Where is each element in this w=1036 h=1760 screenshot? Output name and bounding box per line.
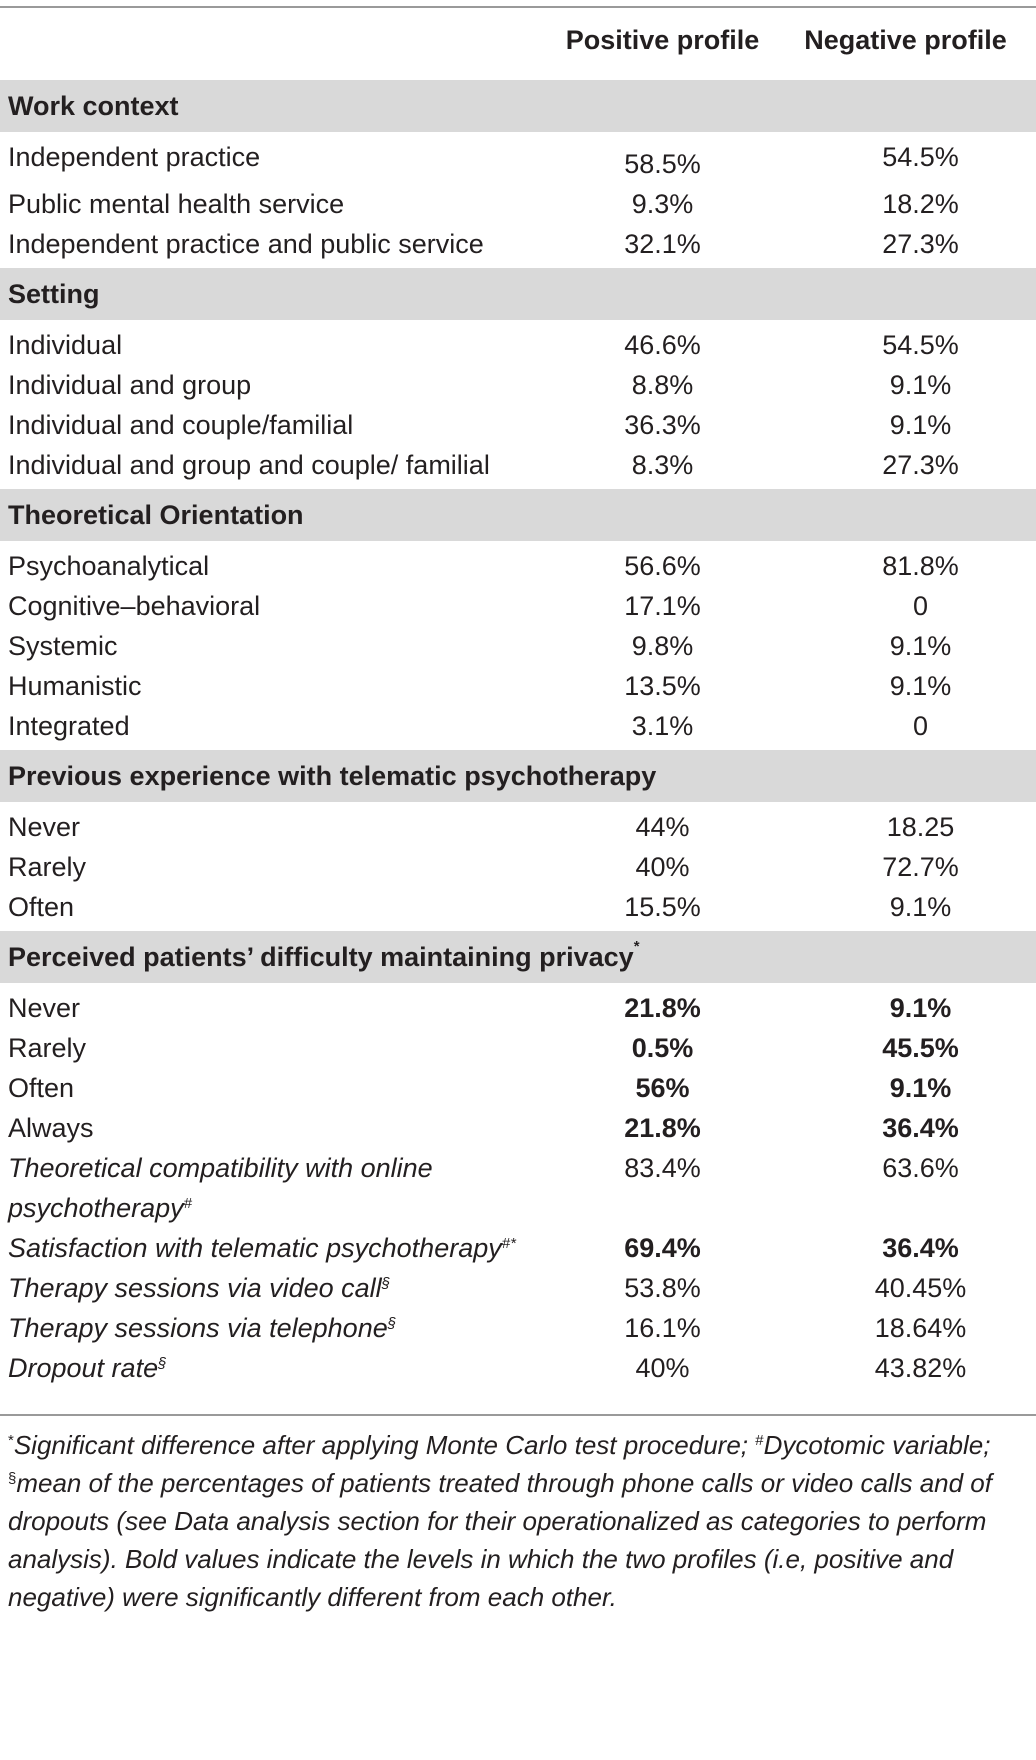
row-label: Often	[8, 1073, 75, 1103]
table-row	[0, 365, 1036, 405]
row-label-text: Therapy sessions via video call	[8, 1273, 382, 1303]
positive-value: 3.1%	[631, 711, 694, 741]
section-header	[0, 931, 1036, 983]
row-label-text: Satisfaction with telematic psychotherapy	[8, 1233, 502, 1263]
section-title: Setting	[0, 268, 1036, 320]
negative-value: 9.1%	[889, 671, 952, 701]
footnote-marker: #*	[501, 1235, 516, 1252]
table-row	[0, 706, 1036, 750]
table-row	[0, 1108, 1036, 1148]
positive-value: 36.3%	[624, 410, 701, 440]
negative-value: 0	[912, 591, 929, 621]
negative-value: 0	[912, 711, 929, 741]
row-label	[0, 1308, 550, 1348]
positive-value: 13.5%	[624, 671, 701, 701]
positive-value: 58.5%	[624, 149, 701, 179]
row-label: Cognitive–behavioral	[8, 591, 261, 621]
header-row	[0, 0, 1036, 80]
negative-value: 27.3%	[882, 450, 959, 480]
negative-value: 9.1%	[889, 892, 952, 922]
negative-value: 9.1%	[889, 370, 952, 400]
table-row	[0, 666, 1036, 706]
row-label: Public mental health service	[8, 189, 345, 219]
negative-value: 27.3%	[882, 229, 959, 259]
table-row	[0, 224, 1036, 268]
table-row	[0, 887, 1036, 931]
positive-value: 83.4%	[624, 1153, 701, 1183]
row-label	[0, 1268, 550, 1308]
negative-value: 18.2%	[882, 189, 959, 219]
row-label-text: Dropout rate	[8, 1353, 159, 1383]
section-header	[0, 80, 1036, 132]
row-label: Individual	[8, 330, 123, 360]
footnote-marker: #	[183, 1195, 192, 1212]
section-header	[0, 489, 1036, 541]
negative-value: 72.7%	[882, 852, 959, 882]
section-header	[0, 268, 1036, 320]
row-label: Individual and group and couple/ familial	[8, 450, 490, 480]
table-row	[0, 1028, 1036, 1068]
table-row	[0, 847, 1036, 887]
positive-value: 8.8%	[631, 370, 694, 400]
section-header	[0, 750, 1036, 802]
footnote-marker: §	[387, 1315, 397, 1332]
positive-value: 53.8%	[624, 1273, 701, 1303]
positive-value: 56.6%	[624, 551, 701, 581]
positive-value: 0.5%	[631, 1033, 694, 1063]
table-row	[0, 184, 1036, 224]
row-label: Always	[8, 1113, 94, 1143]
negative-value: 40.45%	[874, 1273, 967, 1303]
row-label: Rarely	[8, 1033, 87, 1063]
positive-value: 56%	[635, 1073, 690, 1103]
row-label: Humanistic	[8, 671, 142, 701]
positive-value: 46.6%	[624, 330, 701, 360]
table-row	[0, 1068, 1036, 1108]
negative-value: 9.1%	[889, 410, 952, 440]
footnote-text: mean of the percentages of patients treated through phone calls or video calls and of dropouts (see Data analysis section for their operationalized as categories to perform analysis). Bold values indicate the levels in which the two profiles (i.e, positive and negative) were significantly different from each other.	[8, 1468, 992, 1612]
negative-value: 36.4%	[882, 1233, 959, 1263]
negative-value: 81.8%	[882, 551, 959, 581]
top-rule	[0, 6, 1036, 8]
section-title: Work context	[0, 80, 1036, 132]
positive-value: 40%	[635, 852, 690, 882]
negative-value: 54.5%	[882, 142, 959, 172]
negative-value: 18.64%	[874, 1313, 967, 1343]
negative-value: 9.1%	[889, 1073, 952, 1103]
row-label: Independent practice and public service	[8, 229, 484, 259]
row-label: Integrated	[8, 711, 130, 741]
positive-value: 16.1%	[624, 1313, 701, 1343]
positive-value: 69.4%	[624, 1233, 701, 1263]
footnote-marker: §	[381, 1275, 391, 1292]
negative-value: 36.4%	[882, 1113, 959, 1143]
negative-value: 9.1%	[889, 993, 952, 1023]
positive-value: 9.8%	[631, 631, 694, 661]
footnote-marker: *	[8, 1432, 14, 1449]
negative-value: 63.6%	[882, 1153, 959, 1183]
table-row	[0, 445, 1036, 489]
section-title: Previous experience with telematic psychotherapy	[0, 750, 1036, 802]
table-row	[0, 541, 1036, 586]
table-row	[0, 132, 1036, 184]
footnote-text: Significant difference after applying Monte Carlo test procedure;	[13, 1430, 756, 1460]
row-label	[0, 1148, 550, 1228]
footnote-marker: §	[158, 1355, 167, 1372]
header-positive-profile: Positive profile	[565, 24, 760, 55]
table-row	[0, 626, 1036, 666]
row-label: Rarely	[8, 852, 87, 882]
row-label: Independent practice	[8, 142, 261, 172]
positive-value: 44%	[635, 812, 690, 842]
table-row	[0, 1148, 1036, 1228]
row-label	[0, 1348, 550, 1392]
table-row	[0, 320, 1036, 365]
positive-value: 40%	[635, 1353, 690, 1383]
row-label: Individual and couple/familial	[8, 410, 354, 440]
table-row	[0, 1228, 1036, 1268]
table-row	[0, 983, 1036, 1028]
table-footnote	[0, 1416, 1036, 1616]
negative-value: 43.82%	[874, 1353, 967, 1383]
row-label: Systemic	[8, 631, 118, 661]
row-label: Never	[8, 993, 81, 1023]
row-label	[0, 1228, 550, 1268]
positive-value: 21.8%	[624, 1113, 701, 1143]
table-row	[0, 405, 1036, 445]
negative-value: 9.1%	[889, 631, 952, 661]
header-negative-profile: Negative profile	[804, 24, 1007, 55]
section-title	[0, 931, 1036, 983]
table-row	[0, 1308, 1036, 1348]
negative-value: 18.25	[886, 812, 955, 842]
footnote-marker: *	[633, 937, 640, 955]
row-label: Never	[8, 812, 81, 842]
table-row	[0, 802, 1036, 847]
row-label: Individual and group	[8, 370, 252, 400]
section-title-text: Perceived patients’ difficulty maintaining privacy	[8, 941, 634, 972]
table-row	[0, 586, 1036, 626]
negative-value: 45.5%	[882, 1033, 959, 1063]
row-label-text: Theoretical compatibility with online psychotherapy	[8, 1153, 433, 1223]
positive-value: 15.5%	[624, 892, 701, 922]
header-empty	[0, 0, 550, 80]
footnote-marker: #	[755, 1432, 764, 1449]
row-label: Psychoanalytical	[8, 551, 210, 581]
footnote-text: Dycotomic variable;	[763, 1430, 991, 1460]
table-row	[0, 1268, 1036, 1308]
positive-value: 17.1%	[624, 591, 701, 621]
row-label-text: Therapy sessions via telephone	[8, 1313, 388, 1343]
positive-value: 8.3%	[631, 450, 694, 480]
positive-value: 21.8%	[624, 993, 701, 1023]
negative-value: 54.5%	[882, 330, 959, 360]
footnote-marker: §	[8, 1470, 17, 1487]
row-label: Often	[8, 892, 75, 922]
table-row	[0, 1348, 1036, 1392]
positive-value: 32.1%	[624, 229, 701, 259]
positive-value: 9.3%	[631, 189, 694, 219]
section-title: Theoretical Orientation	[0, 489, 1036, 541]
